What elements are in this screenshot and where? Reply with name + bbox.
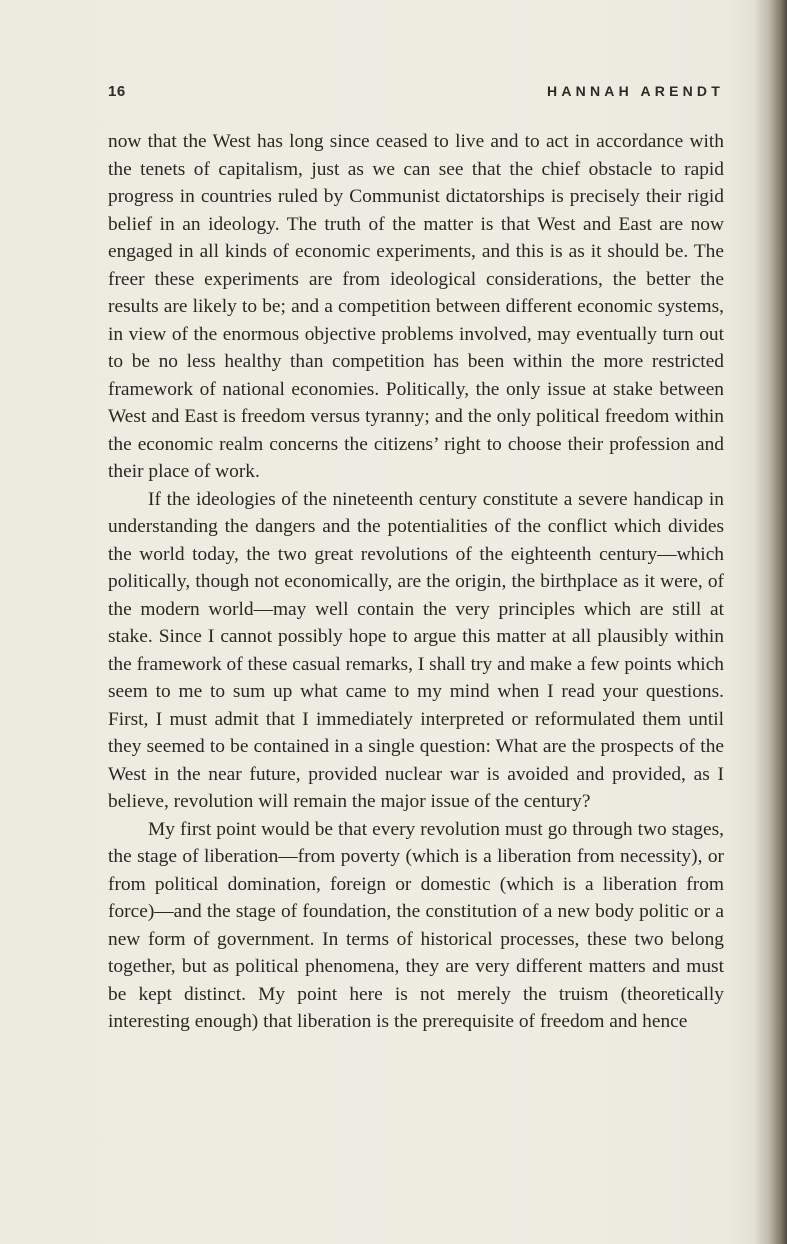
running-head [108, 83, 724, 105]
paragraph-2: If the ideologies of the nineteenth century constitute a severe handicap in understanding the dangers and the potentialities of the conflict which divides the world today, the two great revolutions of the eighteenth century—which politically, though not economically, are the origin, the birthplace as it were, of the modern world—may well contain the very principles which are still at stake. Since I cannot possibly hope to argue this matter at all plausibly within the framework of these casual remarks, I shall try and make a few points which seem to me to sum up what came to my mind when I read your questions. First, I must admit that I immediately interpreted or reformulated them until they seemed to be contained in a single question: What are the prospects of the West in the near future, provided nuclear war is avoided and provided, as I believe, revolution will remain the major issue of the century? [108, 488, 724, 812]
body-text [108, 128, 724, 1036]
running-title: HANNAH ARENDT [547, 83, 724, 99]
paragraph-3: My first point would be that every revolution must go through two stages, the stage of liberation—from poverty (which is a liberation from necessity), or from political domination, foreign or domestic (which is a liberation from force)—and the stage of foundation, the constitution of a new body politic or a new form of government. In terms of historical processes, these two belong together, but as political phenomena, they are very different matters and must be kept distinct. My point here is not merely the truism (theoretically interesting enough) that liberation is the prerequisite of freedom and hence [108, 818, 724, 1032]
binding-shadow [753, 0, 787, 1244]
page-number: 16 [108, 83, 126, 100]
paragraph-1: now that the West has long since ceased to live and to act in accordance with the tenets of capitalism, just as we can see that the chief obstacle to rapid progress in countries ruled by Communist dictatorships is precisely their rigid belief in an ideology. The truth of the matter is that West and East are now engaged in all kinds of economic experiments, and this is as it should be. The freer these experiments are from ideological considerations, the better the results are likely to be; and a competition between different economic systems, in view of the enormous objective problems involved, may eventually turn out to be no less healthy than competition has been within the more restricted framework of national economies. Politically, the only issue at stake between West and East is freedom versus tyranny; and the only political freedom within the economic realm concerns the citizens’ right to choose their profession and their place of work. [108, 131, 724, 482]
